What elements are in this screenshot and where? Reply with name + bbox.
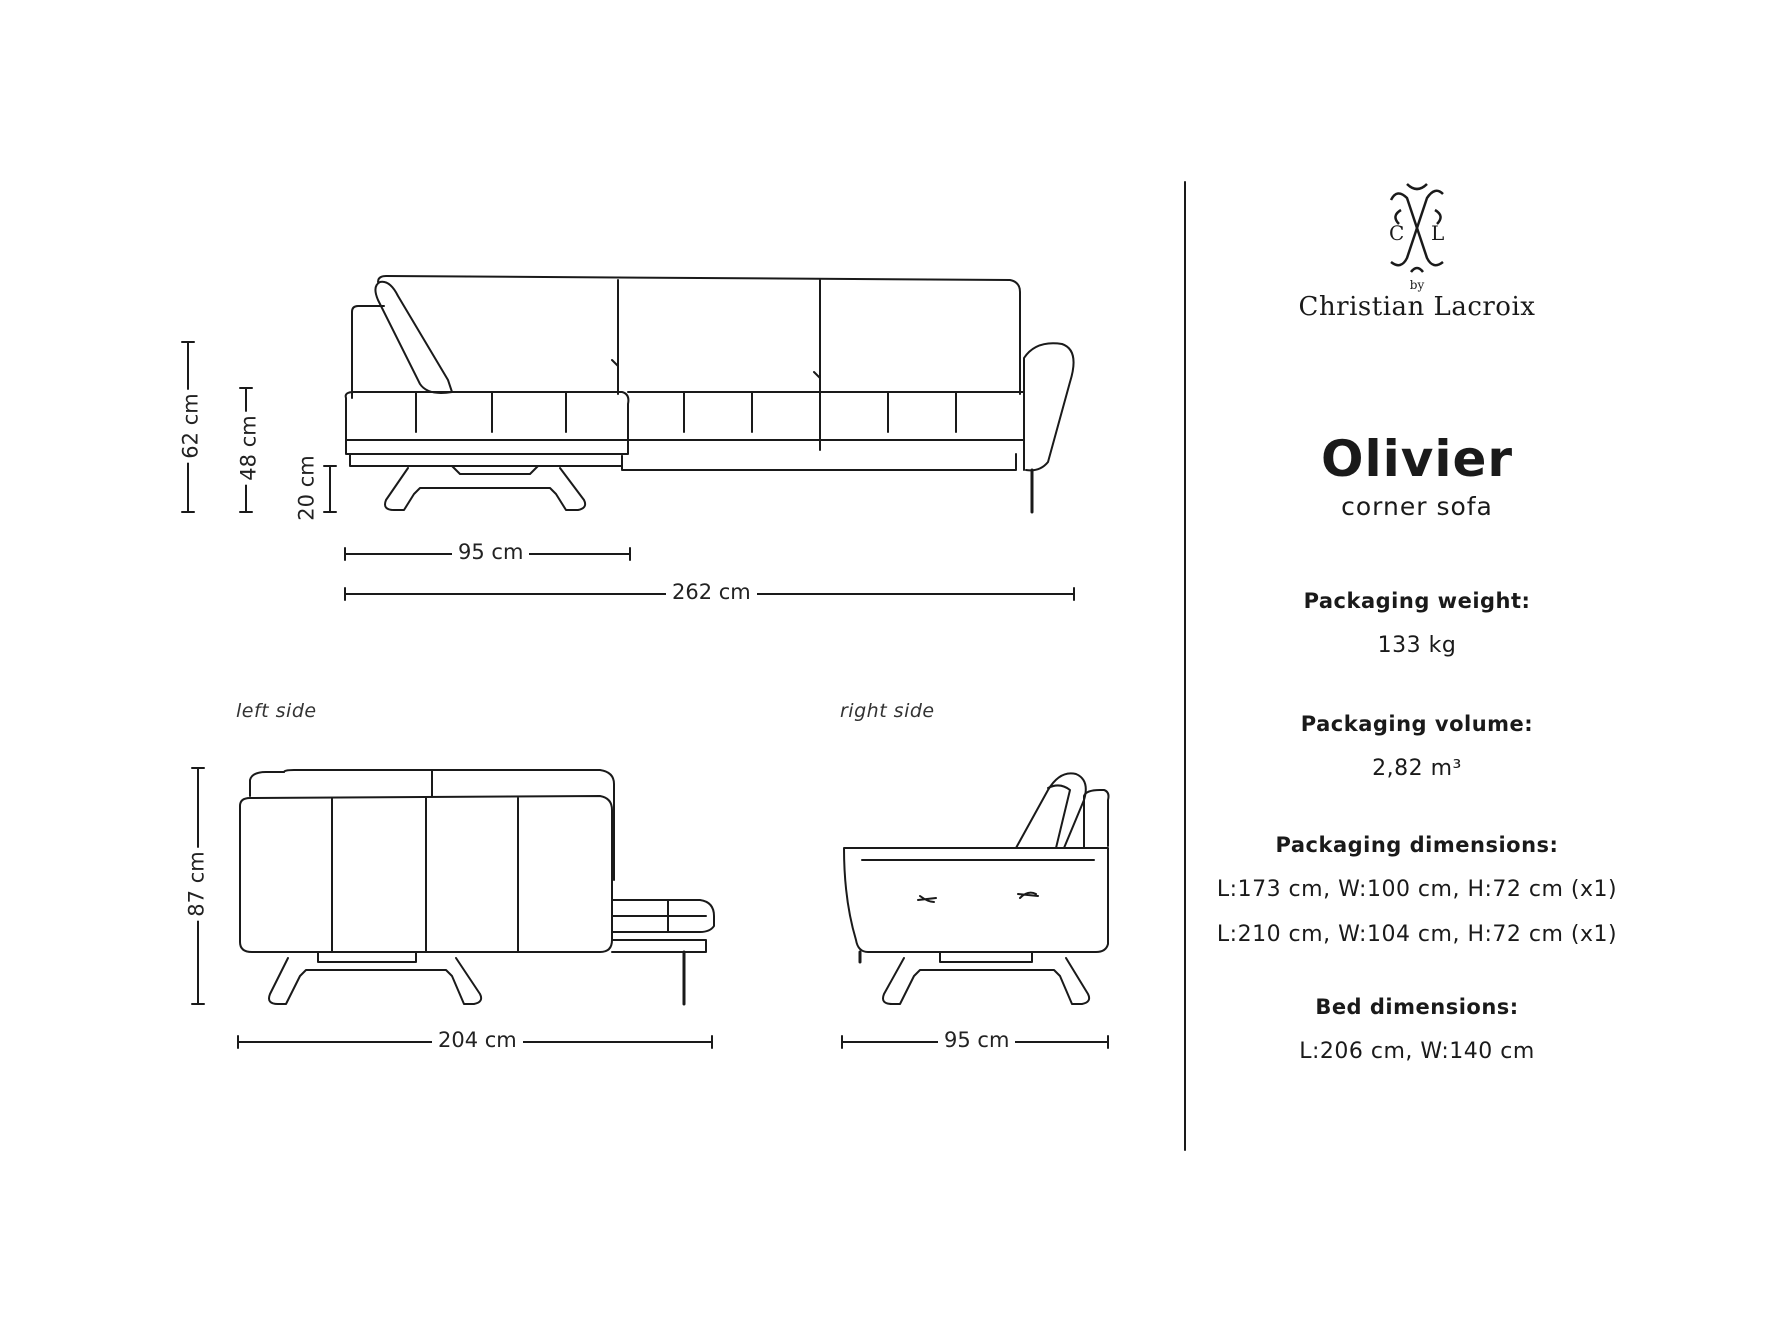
packaging-volume-value: 2,82 m³ xyxy=(1372,756,1462,781)
brand-name: Christian Lacroix xyxy=(1298,292,1536,322)
bed-dimensions-heading: Bed dimensions: xyxy=(1315,995,1519,1019)
product-info-panel xyxy=(1192,180,1642,1064)
packaging-dimensions-value-2: L:210 cm, W:104 cm, H:72 cm (x1) xyxy=(1216,922,1618,947)
bed-dimensions-value: L:206 cm, W:140 cm xyxy=(1299,1039,1535,1064)
left-side-view-sofa xyxy=(240,770,714,1004)
width-204-label: 204 cm xyxy=(432,1028,523,1052)
left-side-caption: left side xyxy=(236,700,317,722)
packaging-volume-heading: Packaging volume: xyxy=(1300,712,1534,736)
height-20-label: 20 cm xyxy=(295,451,319,524)
cxl-monogram-icon xyxy=(1377,180,1457,276)
right-side-view-sofa xyxy=(844,773,1109,1004)
front-view-sofa xyxy=(346,276,1074,512)
svg-text:L: L xyxy=(1431,221,1445,245)
height-87-label: 87 cm xyxy=(185,847,209,920)
packaging-weight-value: 133 kg xyxy=(1377,633,1457,658)
width-95-front-label: 95 cm xyxy=(452,540,529,564)
svg-text:C: C xyxy=(1389,221,1405,245)
packaging-weight-heading: Packaging weight: xyxy=(1303,589,1531,613)
width-95-side-label: 95 cm xyxy=(938,1028,1015,1052)
left-side-dimension-lines xyxy=(192,768,712,1048)
brand-by: by xyxy=(1409,278,1425,292)
height-48-label: 48 cm xyxy=(237,411,261,484)
right-side-caption: right side xyxy=(840,700,935,722)
packaging-dimensions-value-1: L:173 cm, W:100 cm, H:72 cm (x1) xyxy=(1216,877,1618,902)
width-262-label: 262 cm xyxy=(666,580,757,604)
height-62-label: 62 cm xyxy=(179,389,203,462)
packaging-dimensions-heading: Packaging dimensions: xyxy=(1275,833,1559,857)
product-type: corner sofa xyxy=(1341,492,1493,521)
product-title: Olivier xyxy=(1320,430,1514,488)
